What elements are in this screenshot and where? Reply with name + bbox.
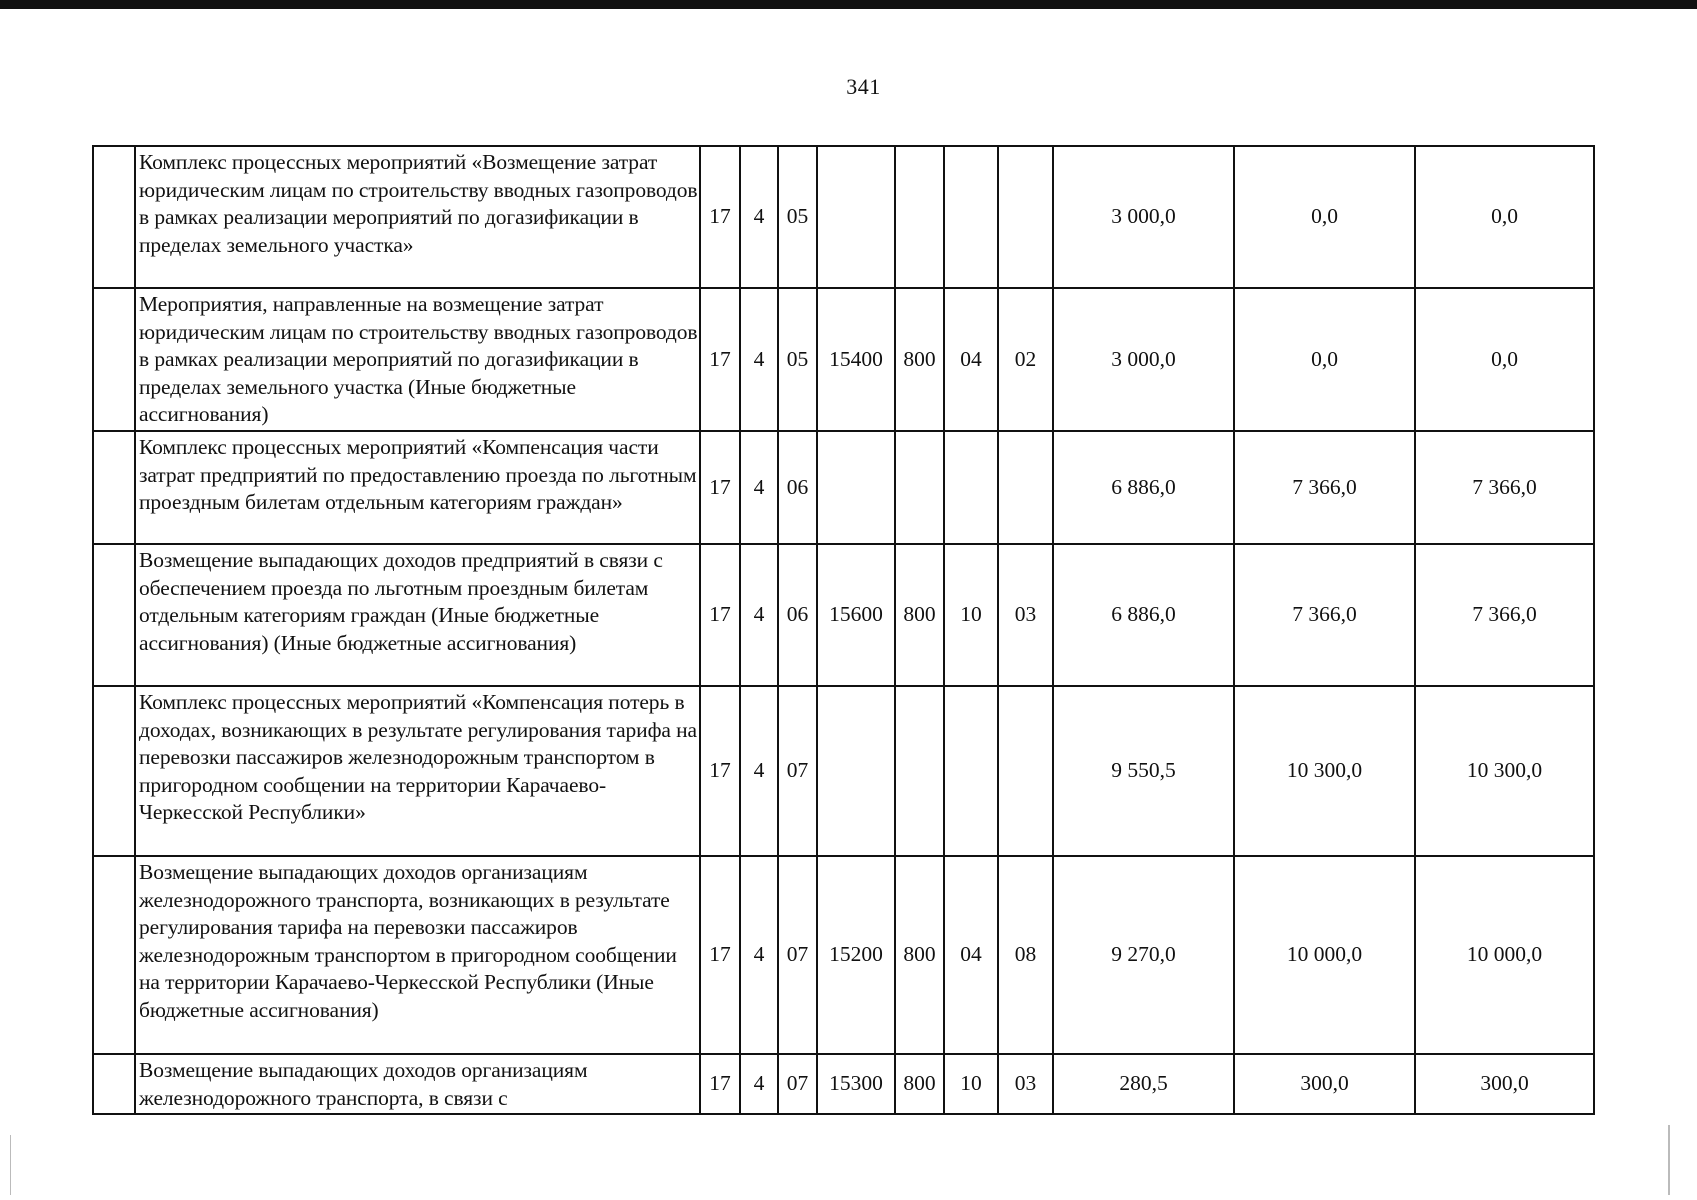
amount-cell-a1: 6 886,0 [1053,544,1234,686]
page-number: 341 [846,74,881,99]
scan-margin-mark-left [10,1135,11,1195]
table-row [93,431,1594,544]
code-cell-c3: 05 [778,146,817,288]
code-cell-c4 [817,146,895,288]
code-cell-c5 [895,686,944,856]
amount-cell-a3: 7 366,0 [1415,544,1594,686]
code-cell-c7 [998,431,1053,544]
code-cell-c6: 04 [944,288,998,431]
row-name-cell: Возмещение выпадающих доходов предприятий в связи с обеспечением проезда по льготным проездным билетам отдельным категориям граждан (Иные бюджетные ассигнования) (Иные бюджетные ассигнования) [135,544,700,686]
code-cell-c2: 4 [740,544,778,686]
amount-cell-a2: 300,0 [1234,1054,1415,1114]
row-index-cell [93,146,135,288]
amount-cell-a3: 10 300,0 [1415,686,1594,856]
code-cell-c2: 4 [740,146,778,288]
table-row [93,288,1594,431]
code-cell-c4: 15300 [817,1054,895,1114]
code-cell-c5: 800 [895,856,944,1054]
code-cell-c3: 06 [778,431,817,544]
code-cell-c3: 05 [778,288,817,431]
code-cell-c6: 10 [944,544,998,686]
row-index-cell [93,431,135,544]
code-cell-c7: 02 [998,288,1053,431]
amount-cell-a2: 7 366,0 [1234,431,1415,544]
code-cell-c2: 4 [740,1054,778,1114]
table-body [93,146,1594,1114]
row-name-cell: Комплекс процессных мероприятий «Компенсация потерь в доходах, возникающих в результате регулирования тарифа на перевозки пассажиров железнодорожным транспортом в пригородном сообщении на территории Карачаево-Черкесской Республики» [135,686,700,856]
code-cell-c6 [944,146,998,288]
code-cell-c7: 08 [998,856,1053,1054]
table-row [93,856,1594,1054]
amount-cell-a1: 6 886,0 [1053,431,1234,544]
code-cell-c4 [817,431,895,544]
code-cell-c3: 06 [778,544,817,686]
code-cell-c4: 15200 [817,856,895,1054]
code-cell-c5: 800 [895,1054,944,1114]
amount-cell-a2: 10 000,0 [1234,856,1415,1054]
amount-cell-a2: 7 366,0 [1234,544,1415,686]
code-cell-c1: 17 [700,686,740,856]
row-name-cell: Возмещение выпадающих доходов организациям железнодорожного транспорта, в связи с [135,1054,700,1114]
amount-cell-a1: 280,5 [1053,1054,1234,1114]
scan-top-edge [0,0,1697,9]
code-cell-c4: 15600 [817,544,895,686]
budget-table [92,145,1595,1115]
row-name-cell: Возмещение выпадающих доходов организациям железнодорожного транспорта, возникающих в результате регулирования тарифа на перевозки пассажиров железнодорожным транспортом в пригородном сообщении на территории Карачаево-Черкесской Республики (Иные бюджетные ассигнования) [135,856,700,1054]
row-index-cell [93,544,135,686]
code-cell-c5: 800 [895,288,944,431]
row-index-cell [93,686,135,856]
amount-cell-a3: 0,0 [1415,146,1594,288]
amount-cell-a3: 7 366,0 [1415,431,1594,544]
code-cell-c6 [944,431,998,544]
code-cell-c5: 800 [895,544,944,686]
amount-cell-a1: 3 000,0 [1053,288,1234,431]
code-cell-c6: 10 [944,1054,998,1114]
code-cell-c4 [817,686,895,856]
code-cell-c2: 4 [740,288,778,431]
row-index-cell [93,856,135,1054]
code-cell-c3: 07 [778,1054,817,1114]
table-row [93,686,1594,856]
amount-cell-a2: 0,0 [1234,288,1415,431]
code-cell-c7: 03 [998,544,1053,686]
amount-cell-a2: 10 300,0 [1234,686,1415,856]
amount-cell-a3: 0,0 [1415,288,1594,431]
row-index-cell [93,1054,135,1114]
table-row [93,146,1594,288]
row-name-cell: Комплекс процессных мероприятий «Компенсация части затрат предприятий по предоставлению проезда по льготным проездным билетам отдельным категориям граждан» [135,431,700,544]
code-cell-c1: 17 [700,288,740,431]
amount-cell-a3: 10 000,0 [1415,856,1594,1054]
row-name-cell: Мероприятия, направленные на возмещение затрат юридическим лицам по строительству вводных газопроводов в рамках реализации мероприятий по догазификации в пределах земельного участка (Иные бюджетные ассигнования) [135,288,700,431]
scan-margin-mark [1668,1125,1670,1195]
amount-cell-a1: 3 000,0 [1053,146,1234,288]
code-cell-c7 [998,146,1053,288]
code-cell-c1: 17 [700,856,740,1054]
code-cell-c5 [895,146,944,288]
amount-cell-a3: 300,0 [1415,1054,1594,1114]
code-cell-c3: 07 [778,686,817,856]
code-cell-c1: 17 [700,146,740,288]
amount-cell-a2: 0,0 [1234,146,1415,288]
code-cell-c1: 17 [700,1054,740,1114]
code-cell-c6: 04 [944,856,998,1054]
code-cell-c1: 17 [700,431,740,544]
amount-cell-a1: 9 550,5 [1053,686,1234,856]
code-cell-c2: 4 [740,856,778,1054]
code-cell-c1: 17 [700,544,740,686]
code-cell-c3: 07 [778,856,817,1054]
code-cell-c2: 4 [740,431,778,544]
row-index-cell [93,288,135,431]
table-row [93,544,1594,686]
amount-cell-a1: 9 270,0 [1053,856,1234,1054]
table-row [93,1054,1594,1114]
code-cell-c7 [998,686,1053,856]
code-cell-c5 [895,431,944,544]
code-cell-c2: 4 [740,686,778,856]
code-cell-c6 [944,686,998,856]
code-cell-c4: 15400 [817,288,895,431]
code-cell-c7: 03 [998,1054,1053,1114]
row-name-cell: Комплекс процессных мероприятий «Возмещение затрат юридическим лицам по строительству вводных газопроводов в рамках реализации мероприятий по догазификации в пределах земельного участка» [135,146,700,288]
